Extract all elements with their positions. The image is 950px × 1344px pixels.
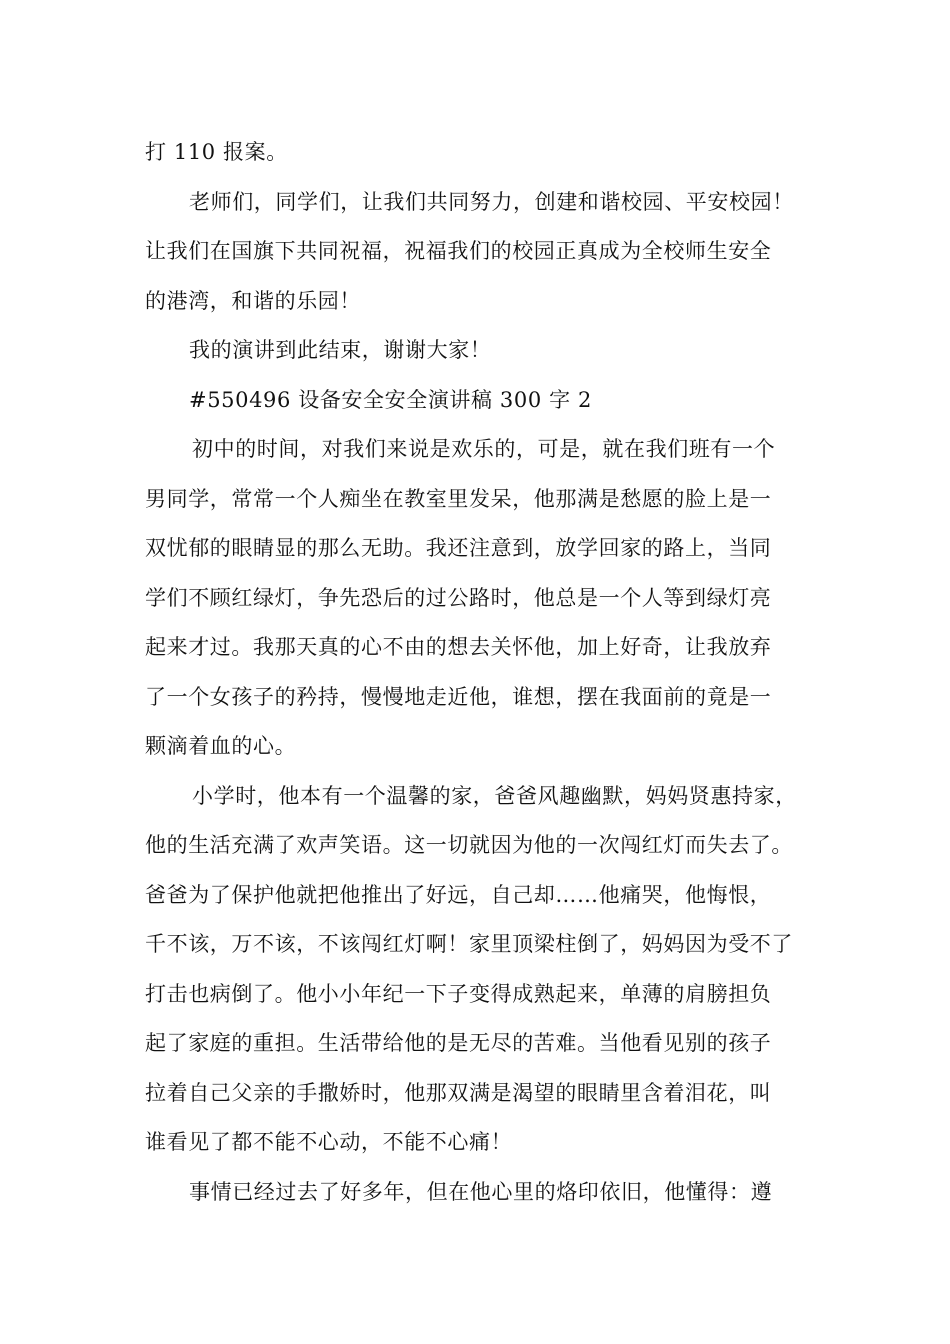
text-line: 打击也病倒了。他小小年纪一下子变得成熟起来，单薄的肩膀担负: [145, 981, 772, 1006]
text-line: 初中的时间，对我们来说是欢乐的，可是，就在我们班有一个: [192, 437, 776, 461]
text-line: 颗滴着血的心。: [145, 734, 297, 758]
text-line: 千不该，万不该，不该闯红灯啊！家里顶梁柱倒了，妈妈因为受不了: [145, 932, 793, 956]
text-line: 老师们，同学们，让我们共同努力，创建和谐校园、平安校园！: [189, 189, 794, 214]
text-line: 了一个女孩子的矜持，慢慢地走近他，谁想，摆在我面前的竟是一: [145, 684, 772, 709]
text-line: 的港湾，和谐的乐园！: [145, 288, 361, 313]
text-line: 打 110 报案。: [145, 140, 288, 164]
text-line: 男同学，常常一个人痴坐在教室里发呆，他那满是愁愿的脸上是一: [145, 486, 772, 511]
text-line: 他的生活充满了欢声笑语。这一切就因为他的一次闯红灯而失去了。: [145, 833, 793, 857]
text-line: 起了家庭的重担。生活带给他的是无尽的苦难。当他看见别的孩子: [145, 1031, 772, 1055]
text-line: 我的演讲到此结束，谢谢大家！: [189, 338, 492, 362]
text-line: 事情已经过去了好多年，但在他心里的烙印依旧，他懂得：遵: [189, 1179, 773, 1204]
document-body: [145, 128, 825, 1217]
text-line: 让我们在国旗下共同祝福，祝福我们的校园正真成为全校师生安全: [145, 239, 772, 263]
text-line: 拉着自己父亲的手撒娇时，他那双满是渴望的眼睛里含着泪花，叫: [145, 1080, 772, 1105]
text-line: 小学时，他本有一个温馨的家，爸爸风趣幽默，妈妈贤惠持家，: [192, 783, 797, 808]
text-line: 学们不顾红绿灯，争先恐后的过公路时，他总是一个人等到绿灯亮: [145, 585, 772, 610]
text-line: 起来才过。我那天真的心不由的想去关怀他，加上好奇，让我放弃: [145, 635, 772, 659]
text-line: 谁看见了都不能不心动，不能不心痛！: [145, 1130, 513, 1154]
section-heading: #550496 设备安全安全演讲稿 300 字 2: [189, 387, 592, 412]
text-line: 双忧郁的眼睛显的那么无助。我还注意到，放学回家的路上，当同: [145, 536, 772, 560]
text-line: 爸爸为了保护他就把他推出了好远，自己却……他痛哭，他悔恨，: [145, 882, 772, 907]
